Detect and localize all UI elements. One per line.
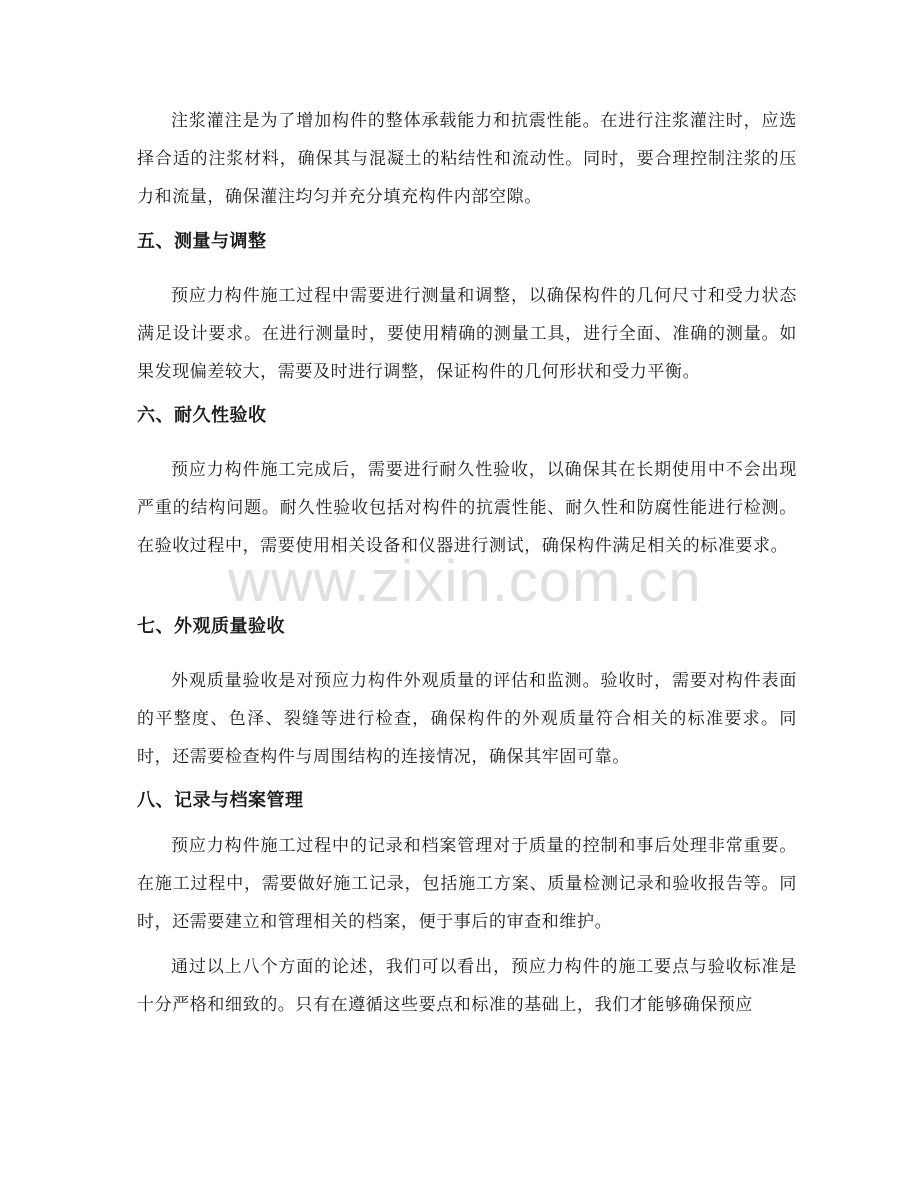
heading-durability: 六、耐久性验收 xyxy=(137,405,267,426)
paragraph-appearance: 外观质量验收是对预应力构件外观质量的评估和监测。验收时，需要对构件表面的平整度、色泽、裂缝等进行检查，确保构件的外观质量符合相关的标准要求。同时，还需要检查构件与周围结构的连接情况，确保其牢固可靠。 xyxy=(137,671,797,767)
heading-records: 八、记录与档案管理 xyxy=(137,790,304,811)
paragraph-records: 预应力构件施工过程中的记录和档案管理对于质量的控制和事后处理非常重要。在施工过程中，需要做好施工记录，包括施工方案、质量检测记录和验收报告等。同时，还需要建立和管理相关的档案，便于事后的审查和维护。 xyxy=(137,836,797,932)
paragraph-measure-adjust: 预应力构件施工过程中需要进行测量和调整，以确保构件的几何尺寸和受力状态满足设计要求。在进行测量时，要使用精确的测量工具，进行全面、准确的测量。如果发现偏差较大，需要及时进行调整，保证构件的几何形状和受力平衡。 xyxy=(137,286,797,382)
paragraph-grouting: 注浆灌注是为了增加构件的整体承载能力和抗震性能。在进行注浆灌注时，应选择合适的注浆材料，确保其与混凝土的粘结性和流动性。同时，要合理控制注浆的压力和流量，确保灌注均匀并充分填充构件内部空隙。 xyxy=(137,111,797,207)
heading-measure-adjust: 五、测量与调整 xyxy=(137,231,267,252)
watermark-text: www.zixin.com.cn xyxy=(228,549,702,614)
paragraph-conclusion: 通过以上八个方面的论述，我们可以看出，预应力构件的施工要点与验收标准是十分严格和细致的。只有在遵循这些要点和标准的基础上，我们才能够确保预应 xyxy=(137,957,797,1015)
paragraph-durability: 预应力构件施工完成后，需要进行耐久性验收，以确保其在长期使用中不会出现严重的结构问题。耐久性验收包括对构件的抗震性能、耐久性和防腐性能进行检测。在验收过程中，需要使用相关设备和仪器进行测试，确保构件满足相关的标准要求。 xyxy=(137,460,797,556)
heading-appearance: 七、外观质量验收 xyxy=(137,616,285,637)
